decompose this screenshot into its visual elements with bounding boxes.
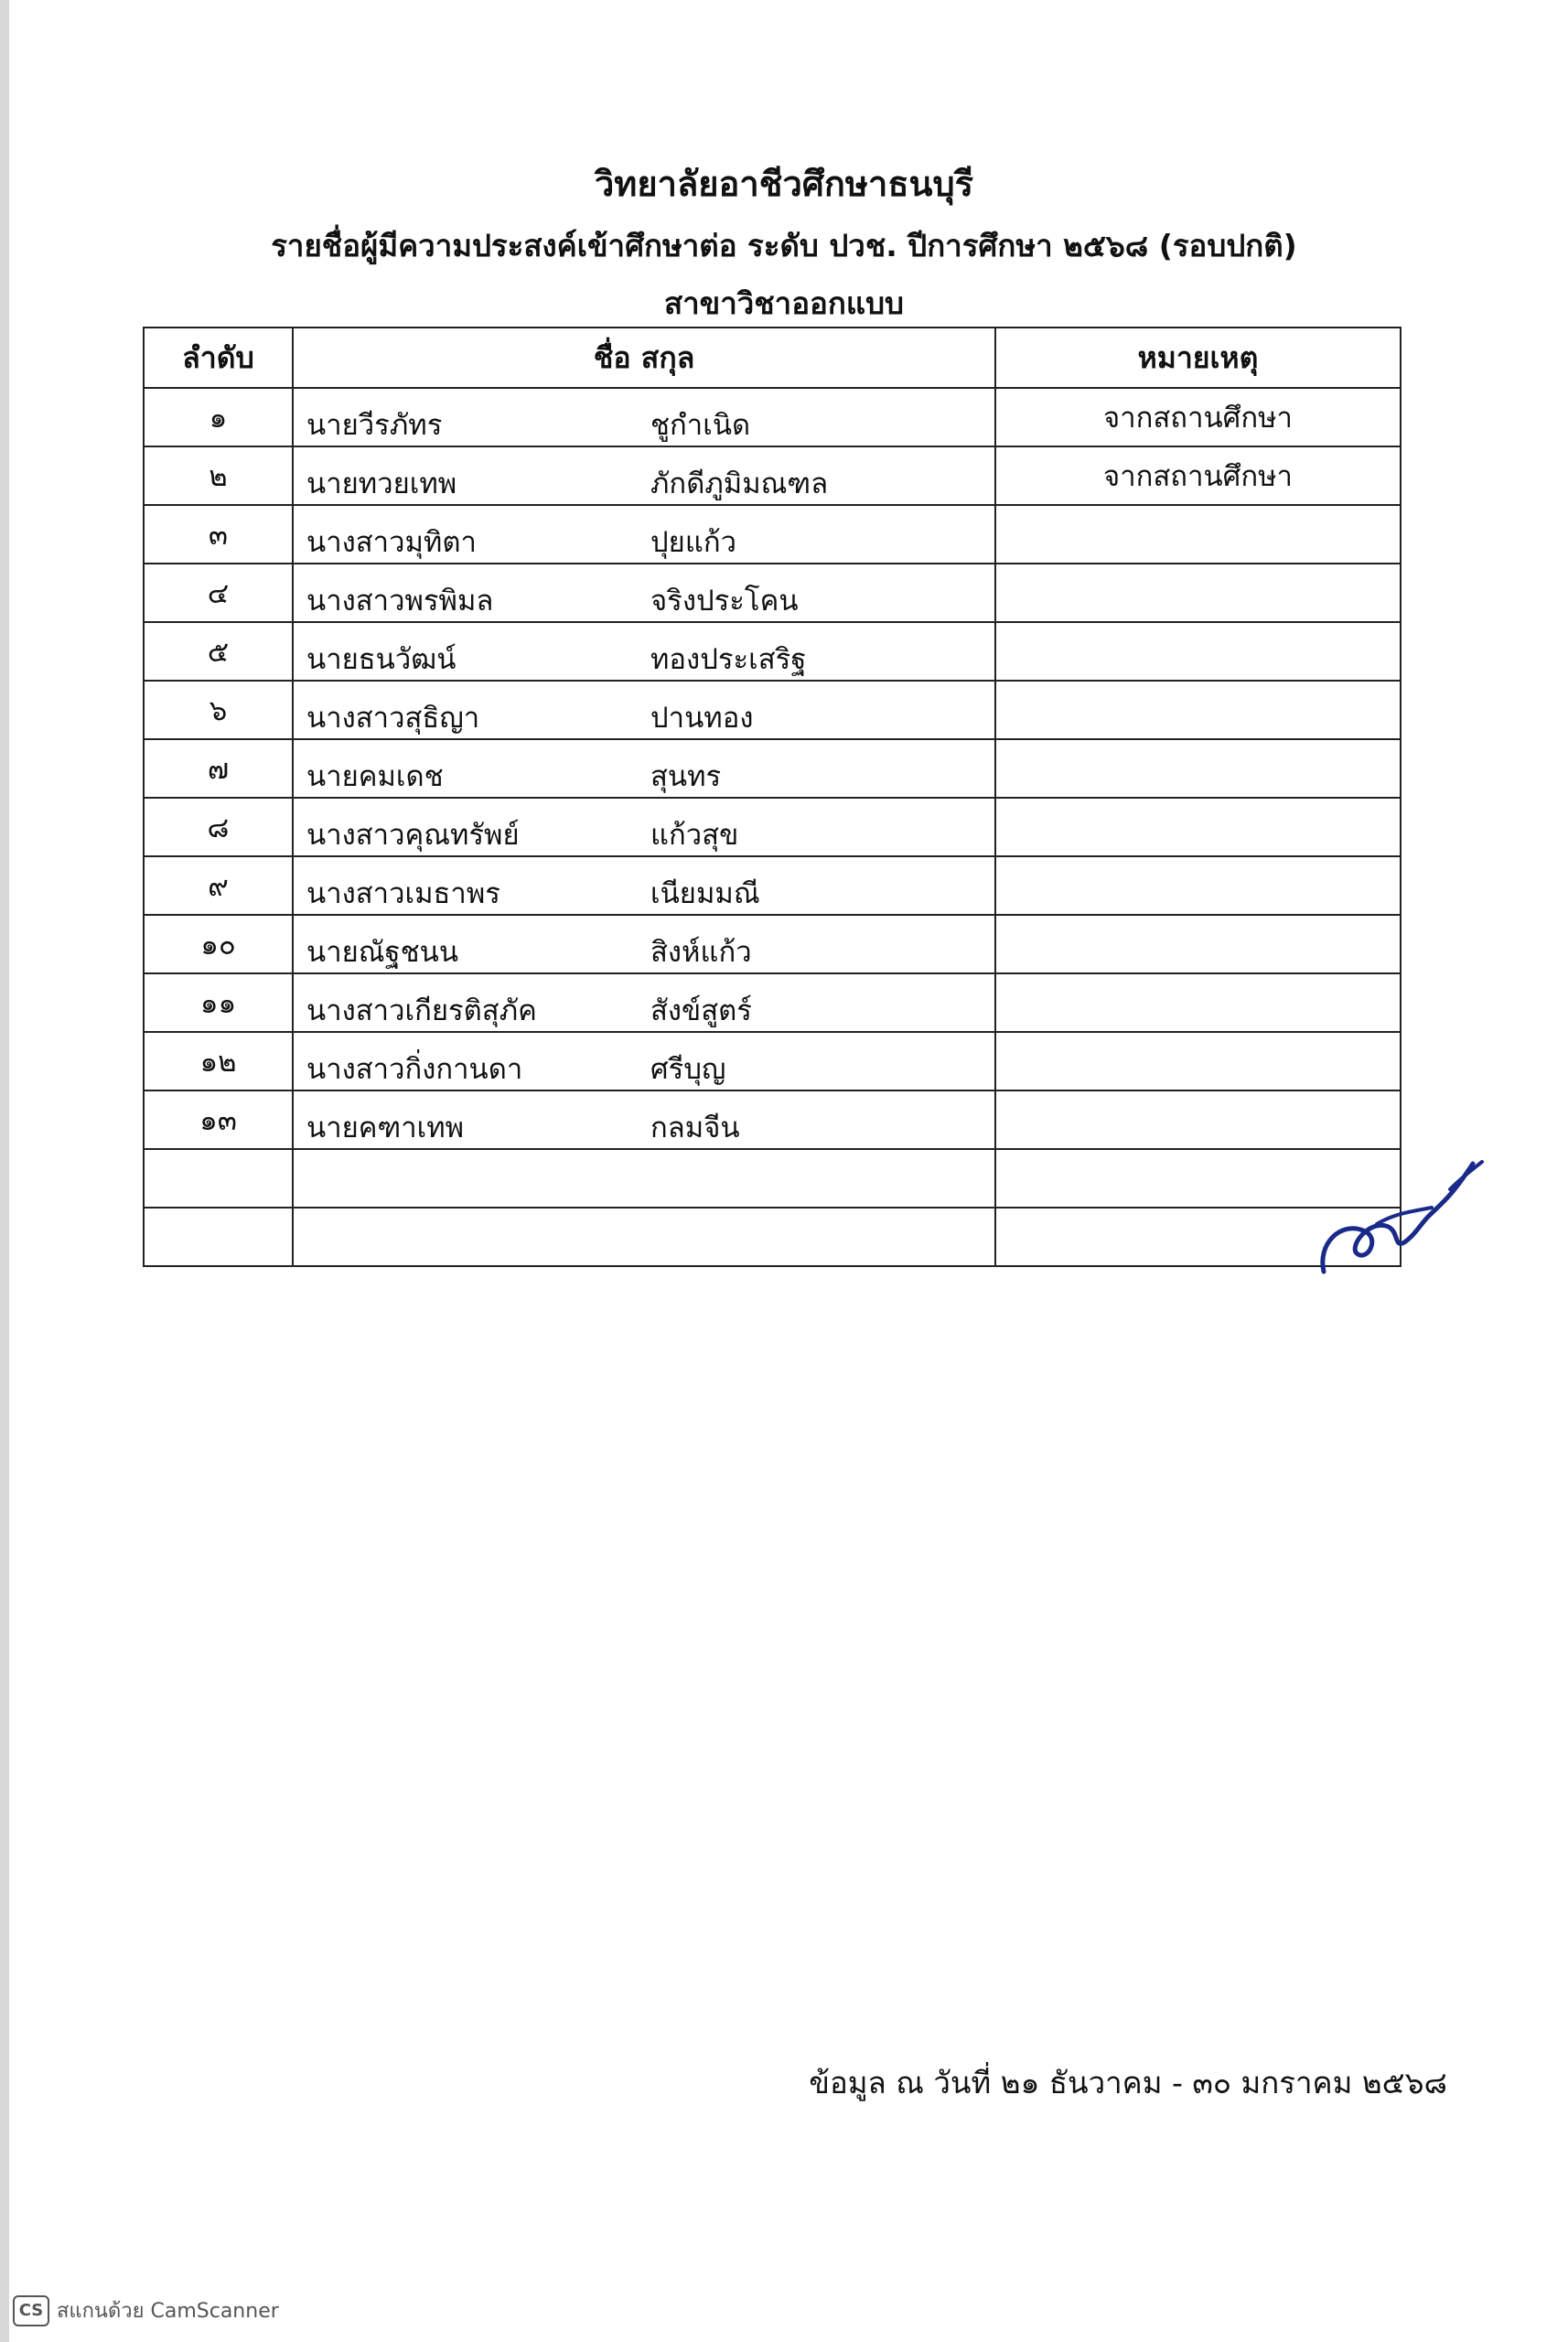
row-last-name: ทองประเสริฐ bbox=[650, 643, 807, 676]
row-first-name: นางสาวมุทิตา bbox=[306, 526, 477, 559]
table-row bbox=[144, 681, 1401, 739]
row-last-name: แก้วสุข bbox=[650, 819, 739, 852]
row-first-name: นายทวยเทพ bbox=[306, 467, 457, 500]
row-seq: ๒ bbox=[144, 446, 293, 505]
row-name-cell bbox=[293, 973, 995, 1032]
institution-title: วิทยาลัยอาชีวศึกษาธนบุรี bbox=[594, 164, 974, 204]
row-note bbox=[995, 681, 1401, 739]
table-row bbox=[144, 915, 1401, 973]
row-name-cell bbox=[293, 446, 995, 505]
row-seq: ๙ bbox=[144, 856, 293, 915]
row-name-cell bbox=[293, 856, 995, 915]
data-date-note: ข้อมูล ณ วันที่ ๒๑ ธันวาคม - ๓๐ มกราคม ๒๕๖๘ bbox=[809, 2065, 1447, 2100]
table-row bbox=[144, 1090, 1401, 1149]
row-last-name: ปุยแก้ว bbox=[650, 526, 736, 559]
table-row bbox=[144, 446, 1401, 505]
row-seq: ๓ bbox=[144, 505, 293, 564]
table-row bbox=[144, 1208, 1401, 1266]
row-seq: ๑ bbox=[144, 388, 293, 446]
row-seq: ๕ bbox=[144, 622, 293, 681]
header-name: ชื่อ สกุล bbox=[293, 328, 995, 388]
row-last-name: ชูกำเนิด bbox=[650, 409, 751, 442]
roster-body bbox=[144, 388, 1401, 1266]
camscanner-logo-icon: CS bbox=[13, 2295, 49, 2326]
row-seq bbox=[144, 1208, 293, 1266]
row-last-name: จริงประโคน bbox=[650, 585, 799, 618]
row-name-cell bbox=[293, 1149, 995, 1208]
header-seq: ลำดับ bbox=[144, 328, 293, 388]
row-seq: ๑๒ bbox=[144, 1032, 293, 1090]
table-row bbox=[144, 856, 1401, 915]
row-last-name: ภักดีภูมิมณฑล bbox=[650, 467, 829, 500]
table-header-row bbox=[144, 328, 1401, 388]
table-row bbox=[144, 1032, 1401, 1090]
row-name-cell bbox=[293, 622, 995, 681]
table-row bbox=[144, 505, 1401, 564]
row-note bbox=[995, 739, 1401, 798]
row-first-name: นายคฑาเทพ bbox=[306, 1112, 465, 1144]
row-seq: ๑๓ bbox=[144, 1090, 293, 1149]
row-seq bbox=[144, 1149, 293, 1208]
row-seq: ๑๐ bbox=[144, 915, 293, 973]
row-first-name: นายธนวัฒน์ bbox=[306, 643, 456, 676]
row-first-name: นางสาวเมธาพร bbox=[306, 877, 500, 910]
row-first-name: นายวีรภัทร bbox=[306, 409, 443, 442]
row-note bbox=[995, 505, 1401, 564]
table-row bbox=[144, 739, 1401, 798]
table-row bbox=[144, 1149, 1401, 1208]
row-note: จากสถานศึกษา bbox=[995, 388, 1401, 446]
row-note bbox=[995, 973, 1401, 1032]
row-note bbox=[995, 915, 1401, 973]
row-name-cell bbox=[293, 798, 995, 856]
row-first-name: นางสาวสุธิญา bbox=[306, 702, 480, 735]
row-last-name: สังข์สูตร์ bbox=[650, 994, 752, 1027]
table-row bbox=[144, 388, 1401, 446]
table-row bbox=[144, 973, 1401, 1032]
row-last-name: สิงห์แก้ว bbox=[650, 936, 752, 969]
roster-table bbox=[143, 327, 1402, 1267]
row-last-name: ปานทอง bbox=[650, 702, 754, 735]
table-row bbox=[144, 798, 1401, 856]
row-last-name: สุนทร bbox=[650, 760, 722, 793]
row-name-cell bbox=[293, 505, 995, 564]
document-subtitle: รายชื่อผู้มีความประสงค์เข้าศึกษาต่อ ระดับ ปวช. ปีการศึกษา ๒๕๖๘ (รอบปกติ) bbox=[271, 228, 1297, 263]
row-last-name: กลมจีน bbox=[650, 1112, 740, 1144]
row-note: จากสถานศึกษา bbox=[995, 446, 1401, 505]
row-seq: ๖ bbox=[144, 681, 293, 739]
signature bbox=[1313, 1134, 1496, 1308]
row-name-cell bbox=[293, 388, 995, 446]
table-row bbox=[144, 622, 1401, 681]
row-note bbox=[995, 564, 1401, 622]
camscanner-watermark bbox=[13, 2294, 279, 2326]
row-seq: ๘ bbox=[144, 798, 293, 856]
department-title: สาขาวิชาออกแบบ bbox=[663, 285, 904, 321]
row-name-cell bbox=[293, 1032, 995, 1090]
row-name-cell bbox=[293, 681, 995, 739]
row-name-cell bbox=[293, 564, 995, 622]
row-name-cell bbox=[293, 1090, 995, 1149]
row-first-name: นางสาวกิ่งกานดา bbox=[306, 1053, 523, 1086]
table-row bbox=[144, 564, 1401, 622]
row-first-name: นางสาวเกียรติสุภัค bbox=[306, 994, 537, 1027]
row-note bbox=[995, 1032, 1401, 1090]
header-note: หมายเหตุ bbox=[995, 328, 1401, 388]
row-seq: ๑๑ bbox=[144, 973, 293, 1032]
row-first-name: นายคมเดช bbox=[306, 760, 444, 793]
row-last-name: ศรีบุญ bbox=[650, 1053, 726, 1086]
row-name-cell bbox=[293, 739, 995, 798]
row-last-name: เนียมมณี bbox=[650, 877, 760, 910]
row-name-cell bbox=[293, 1208, 995, 1266]
row-first-name: นางสาวพรพิมล bbox=[306, 585, 494, 618]
row-seq: ๗ bbox=[144, 739, 293, 798]
row-name-cell bbox=[293, 915, 995, 973]
row-note bbox=[995, 622, 1401, 681]
camscanner-text: สแกนด้วย CamScanner bbox=[57, 2300, 279, 2323]
row-seq: ๔ bbox=[144, 564, 293, 622]
row-first-name: นางสาวคุณทรัพย์ bbox=[306, 819, 520, 852]
row-first-name: นายณัฐชนน bbox=[306, 936, 459, 969]
row-note bbox=[995, 798, 1401, 856]
row-note bbox=[995, 856, 1401, 915]
